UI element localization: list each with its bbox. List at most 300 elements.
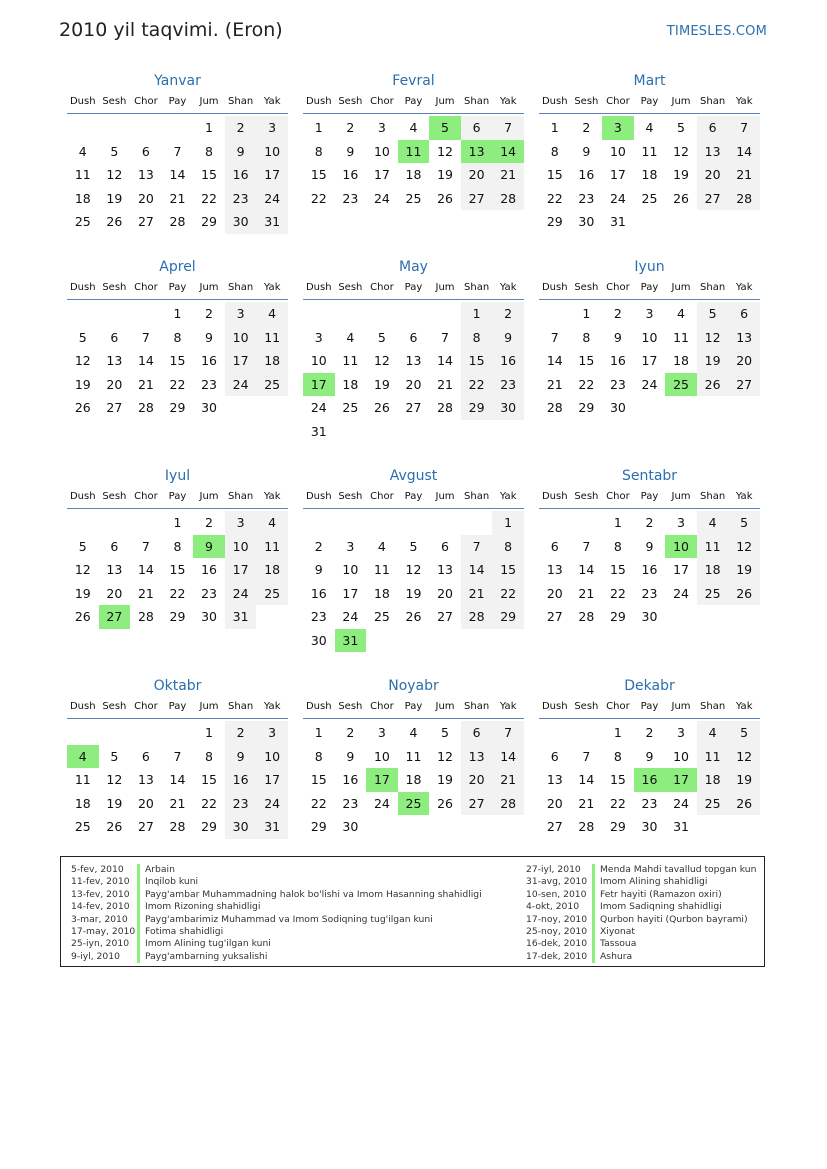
day-cell: 13 — [437, 562, 453, 577]
legend-color-bar — [137, 938, 140, 950]
legend-date: 14-fev, 2010 — [71, 901, 130, 913]
day-cell: 7 — [582, 538, 591, 554]
week-row — [539, 163, 760, 187]
day-empty — [665, 396, 697, 420]
day-cell: 8 — [173, 538, 182, 554]
day-cell: 8 — [205, 748, 213, 764]
legend-holiday-name: Payg'ambarimiz Muhammad va Imom Sodiqning tug'ilgan kuni — [145, 913, 433, 925]
day-cell: 21 — [461, 582, 493, 606]
day-cell: 29 — [310, 819, 327, 834]
day-cell: 1 — [314, 725, 323, 740]
day-cell: 18 — [697, 768, 729, 792]
day-cell: 1 — [205, 120, 213, 135]
day-cell: 12 — [673, 143, 689, 159]
weekday-label: Chor — [370, 701, 394, 712]
day-cell-holiday: 17 — [303, 373, 335, 397]
day-cell: 25 — [256, 373, 288, 397]
day-cell: 12 — [74, 562, 91, 577]
day-cell: 7 — [441, 329, 449, 345]
day-cell: 16 — [609, 353, 626, 368]
day-cell: 13 — [106, 353, 123, 368]
day-cell: 31 — [256, 210, 288, 234]
day-empty — [99, 116, 131, 140]
day-cell: 7 — [492, 116, 524, 140]
month-sentabr — [539, 466, 760, 629]
day-cell: 9 — [314, 562, 323, 577]
day-cell: 15 — [169, 562, 186, 577]
day-cell: 28 — [461, 605, 493, 629]
day-cell: 30 — [201, 400, 217, 415]
day-empty — [130, 721, 162, 745]
day-cell: 16 — [492, 349, 524, 373]
legend-holiday-name: Ashura — [600, 950, 633, 962]
legend-color-bar — [592, 951, 595, 963]
day-cell: 24 — [256, 187, 288, 211]
day-empty — [335, 420, 367, 444]
month-fevral — [303, 71, 524, 210]
weekday-header — [303, 696, 524, 719]
week-row — [539, 815, 760, 839]
day-cell: 28 — [137, 609, 154, 624]
weekday-label: Jum — [671, 282, 691, 293]
day-cell: 2 — [492, 302, 524, 326]
day-empty — [67, 302, 99, 326]
day-empty — [461, 420, 493, 444]
day-cell: 3 — [377, 725, 386, 740]
day-cell: 19 — [106, 795, 123, 811]
day-cell: 16 — [641, 562, 658, 577]
day-cell: 28 — [578, 819, 595, 834]
day-cell: 15 — [609, 562, 626, 577]
day-cell: 11 — [405, 748, 422, 764]
day-cell: 20 — [546, 795, 563, 811]
weekday-label: Pay — [640, 282, 659, 293]
day-cell: 25 — [405, 190, 422, 206]
legend-date: 31-avg, 2010 — [526, 876, 588, 888]
day-cell: 20 — [405, 376, 422, 392]
day-cell: 26 — [437, 795, 453, 811]
month-oktabr — [67, 676, 288, 839]
day-cell: 11 — [256, 326, 288, 350]
weekday-label: Jum — [671, 701, 691, 712]
weekday-label: Pay — [404, 282, 423, 293]
day-cell-holiday: 10 — [665, 535, 697, 559]
weekday-label: Shan — [228, 96, 254, 107]
weekday-header — [67, 91, 288, 114]
legend-color-bar — [137, 864, 140, 876]
day-cell: 15 — [310, 167, 327, 182]
day-cell: 4 — [409, 120, 418, 135]
weeks — [539, 719, 760, 839]
day-cell: 27 — [137, 819, 154, 834]
week-row — [303, 116, 524, 140]
day-cell: 31 — [225, 605, 257, 629]
day-cell: 20 — [137, 190, 154, 206]
day-cell: 19 — [437, 167, 453, 182]
weekday-label: Shan — [700, 282, 726, 293]
week-row — [67, 582, 288, 606]
legend-holiday-name: Menda Mahdi tavallud topgan kun — [600, 864, 757, 875]
weekday-label: Jum — [199, 282, 219, 293]
week-row — [539, 605, 760, 629]
day-cell: 28 — [169, 819, 186, 834]
day-cell: 29 — [169, 609, 186, 624]
day-cell: 3 — [256, 116, 288, 140]
weekday-label: Pay — [404, 96, 423, 107]
day-cell: 29 — [609, 819, 626, 834]
day-cell: 16 — [310, 585, 327, 601]
day-empty — [665, 605, 697, 629]
week-row — [303, 745, 524, 769]
day-cell: 15 — [201, 167, 217, 182]
day-cell: 12 — [728, 745, 760, 769]
day-cell: 18 — [74, 795, 91, 811]
day-cell: 28 — [137, 400, 154, 415]
day-cell-holiday: 13 — [461, 140, 493, 164]
day-cell: 25 — [342, 400, 359, 415]
day-cell: 15 — [310, 772, 327, 787]
week-row — [303, 163, 524, 187]
legend-date: 27-iyl, 2010 — [526, 864, 581, 875]
weekday-header — [67, 277, 288, 300]
day-cell: 9 — [225, 140, 257, 164]
day-cell: 13 — [728, 326, 760, 350]
week-row — [67, 721, 288, 745]
day-cell: 18 — [405, 772, 422, 787]
weekday-label: Yak — [499, 701, 517, 712]
day-empty — [492, 420, 524, 444]
day-cell: 20 — [697, 163, 729, 187]
day-empty — [492, 815, 524, 839]
day-empty — [728, 396, 760, 420]
day-cell: 1 — [492, 511, 524, 535]
day-cell: 5 — [110, 143, 119, 159]
weekday-header — [67, 696, 288, 719]
day-cell-holiday: 14 — [492, 140, 524, 164]
weekday-label: Yak — [499, 491, 517, 502]
day-cell: 6 — [110, 538, 119, 554]
day-cell: 11 — [673, 329, 689, 345]
day-empty — [303, 511, 335, 535]
day-empty — [429, 511, 461, 535]
day-cell: 3 — [645, 306, 654, 321]
month-name: Fevral — [392, 73, 435, 89]
brand-link[interactable]: TIMESLES.COM — [666, 24, 767, 39]
week-row — [303, 605, 524, 629]
week-row — [303, 302, 524, 326]
day-empty — [366, 302, 398, 326]
day-cell: 4 — [697, 721, 729, 745]
day-cell: 7 — [550, 329, 559, 345]
day-cell: 17 — [342, 585, 359, 601]
day-cell: 15 — [578, 353, 595, 368]
holiday-legend — [60, 856, 765, 967]
weekday-label: Shan — [228, 282, 254, 293]
weekday-label: Jum — [199, 96, 219, 107]
day-cell: 3 — [677, 725, 685, 740]
weekday-label: Yak — [735, 701, 753, 712]
weeks — [303, 300, 524, 443]
week-row — [303, 721, 524, 745]
weekday-label: Yak — [263, 282, 281, 293]
week-row — [303, 629, 524, 653]
day-cell: 30 — [201, 609, 217, 624]
day-cell: 19 — [728, 558, 760, 582]
day-empty — [429, 629, 461, 653]
day-cell: 14 — [578, 562, 595, 577]
day-cell: 7 — [728, 116, 760, 140]
day-cell: 28 — [492, 187, 524, 211]
day-cell-holiday: 4 — [67, 745, 99, 769]
day-cell: 1 — [461, 302, 493, 326]
legend-date: 25-noy, 2010 — [526, 925, 588, 937]
legend-holiday-name: Imom Alining tug'ilgan kuni — [145, 938, 271, 950]
legend-date: 10-sen, 2010 — [526, 888, 587, 900]
day-cell: 25 — [641, 190, 658, 206]
week-row — [539, 721, 760, 745]
day-cell: 21 — [546, 376, 563, 392]
day-cell: 1 — [173, 306, 182, 321]
day-cell: 11 — [74, 772, 91, 787]
week-row — [67, 116, 288, 140]
day-cell: 7 — [141, 538, 150, 554]
legend-item — [526, 889, 756, 901]
week-row — [67, 140, 288, 164]
day-cell: 9 — [225, 745, 257, 769]
day-cell: 25 — [256, 582, 288, 606]
day-empty — [461, 815, 493, 839]
day-cell: 23 — [201, 376, 217, 392]
day-cell: 10 — [609, 143, 626, 159]
day-cell: 5 — [409, 538, 418, 554]
weekday-label: Sesh — [102, 701, 127, 712]
day-cell: 14 — [728, 140, 760, 164]
day-cell: 23 — [342, 795, 359, 811]
day-cell: 22 — [169, 376, 186, 392]
week-row — [539, 792, 760, 816]
day-cell: 22 — [201, 190, 217, 206]
day-empty — [492, 629, 524, 653]
day-cell: 29 — [201, 214, 217, 229]
legend-holiday-name: Imom Rizoning shahidligi — [145, 901, 261, 913]
day-cell: 4 — [377, 538, 386, 554]
weekday-label: Dush — [305, 96, 332, 107]
legend-column-right — [526, 864, 756, 963]
week-row — [539, 396, 760, 420]
month-noyabr — [303, 676, 524, 839]
day-cell: 26 — [373, 400, 390, 415]
day-cell: 28 — [578, 609, 595, 624]
day-cell: 6 — [409, 329, 418, 345]
day-cell: 1 — [613, 515, 622, 530]
day-cell: 26 — [697, 373, 729, 397]
day-cell: 8 — [461, 326, 493, 350]
week-row — [303, 396, 524, 420]
weekday-label: Chor — [134, 96, 158, 107]
day-empty — [697, 815, 729, 839]
day-cell: 11 — [373, 562, 390, 577]
week-row — [539, 768, 760, 792]
day-cell: 24 — [673, 585, 689, 601]
legend-holiday-name: Xiyonat — [600, 925, 635, 937]
legend-item — [71, 876, 482, 888]
weekday-label: Sesh — [102, 96, 127, 107]
legend-holiday-name: Arbain — [145, 864, 175, 875]
day-cell: 18 — [74, 190, 91, 206]
day-cell: 22 — [201, 795, 217, 811]
weekday-label: Sesh — [338, 282, 363, 293]
day-cell: 4 — [645, 120, 654, 135]
legend-date: 13-fev, 2010 — [71, 888, 130, 900]
legend-color-bar — [592, 864, 595, 876]
legend-holiday-name: Inqilob kuni — [145, 876, 199, 888]
weekday-label: Chor — [606, 491, 630, 502]
week-row — [67, 605, 288, 629]
month-name: Aprel — [159, 259, 196, 275]
weekday-label: Chor — [134, 491, 158, 502]
weekday-header — [539, 277, 760, 300]
legend-item — [71, 864, 482, 876]
day-empty — [398, 815, 430, 839]
day-cell: 25 — [373, 609, 390, 624]
day-cell: 14 — [137, 353, 154, 368]
weekday-label: Shan — [700, 96, 726, 107]
month-aprel — [67, 257, 288, 420]
weekday-header — [539, 696, 760, 719]
day-cell: 5 — [78, 538, 87, 554]
week-row — [539, 558, 760, 582]
day-cell: 22 — [546, 190, 563, 206]
day-cell: 1 — [582, 306, 591, 321]
month-mart — [539, 71, 760, 234]
weekday-label: Shan — [700, 701, 726, 712]
weekday-label: Pay — [168, 491, 187, 502]
weeks — [303, 719, 524, 839]
week-row — [539, 349, 760, 373]
day-empty — [99, 302, 131, 326]
weeks — [67, 300, 288, 420]
day-cell-holiday: 5 — [429, 116, 461, 140]
day-cell: 2 — [613, 306, 622, 321]
day-cell: 24 — [641, 376, 658, 392]
day-cell-holiday: 16 — [634, 768, 666, 792]
weekday-label: Dush — [69, 282, 96, 293]
day-cell: 8 — [492, 535, 524, 559]
day-empty — [130, 511, 162, 535]
day-empty — [429, 302, 461, 326]
day-empty — [539, 302, 571, 326]
day-cell: 13 — [546, 562, 563, 577]
month-name: May — [399, 259, 428, 275]
day-cell: 26 — [74, 609, 91, 624]
legend-color-bar — [592, 901, 595, 913]
day-empty — [429, 420, 461, 444]
day-empty — [697, 210, 729, 234]
day-cell: 16 — [225, 768, 257, 792]
day-cell: 12 — [437, 748, 453, 764]
day-cell: 6 — [550, 538, 559, 554]
day-cell: 20 — [546, 585, 563, 601]
weekday-label: Yak — [735, 491, 753, 502]
weekday-label: Dush — [541, 282, 568, 293]
legend-color-bar — [592, 938, 595, 950]
legend-color-bar — [137, 926, 140, 938]
day-cell: 20 — [137, 795, 154, 811]
day-cell: 5 — [441, 725, 449, 740]
weekday-label: Shan — [464, 491, 490, 502]
weekday-label: Jum — [435, 96, 455, 107]
day-cell: 1 — [173, 515, 182, 530]
day-cell: 20 — [106, 376, 123, 392]
day-cell: 2 — [346, 725, 355, 740]
day-cell: 18 — [342, 376, 359, 392]
weekday-header — [303, 486, 524, 509]
weekday-label: Yak — [263, 491, 281, 502]
day-cell: 4 — [346, 329, 355, 345]
weekday-label: Dush — [541, 491, 568, 502]
day-cell: 18 — [641, 167, 658, 182]
day-cell: 30 — [225, 210, 257, 234]
weekday-label: Shan — [464, 701, 490, 712]
legend-column-left — [71, 864, 482, 963]
weekday-label: Shan — [700, 491, 726, 502]
day-cell: 24 — [373, 190, 390, 206]
week-row — [67, 815, 288, 839]
legend-item — [526, 926, 756, 938]
week-row — [539, 210, 760, 234]
week-row — [303, 326, 524, 350]
day-cell: 27 — [437, 609, 453, 624]
day-cell: 10 — [342, 562, 359, 577]
weekday-label: Jum — [671, 491, 691, 502]
weekday-label: Sesh — [102, 282, 127, 293]
legend-color-bar — [137, 951, 140, 963]
week-row — [67, 768, 288, 792]
legend-holiday-name: Tassoua — [600, 938, 637, 950]
weekday-label: Pay — [640, 701, 659, 712]
day-empty — [728, 815, 760, 839]
day-cell: 30 — [609, 400, 626, 415]
day-cell: 11 — [342, 353, 359, 368]
day-cell: 8 — [613, 748, 622, 764]
day-cell-holiday: 31 — [335, 629, 367, 653]
day-cell: 14 — [492, 745, 524, 769]
legend-date: 5-fev, 2010 — [71, 864, 124, 875]
day-cell: 8 — [173, 329, 182, 345]
day-cell: 3 — [677, 515, 685, 530]
day-cell: 13 — [546, 772, 563, 787]
day-cell: 12 — [373, 353, 390, 368]
weekday-label: Chor — [370, 491, 394, 502]
legend-holiday-name: Fetr hayiti (Ramazon oxiri) — [600, 888, 722, 900]
day-cell: 17 — [256, 163, 288, 187]
day-cell: 19 — [74, 376, 91, 392]
week-row — [539, 326, 760, 350]
day-cell: 18 — [256, 349, 288, 373]
day-empty — [162, 721, 194, 745]
day-cell: 16 — [201, 562, 217, 577]
legend-color-bar — [592, 876, 595, 888]
day-cell: 27 — [461, 792, 493, 816]
day-cell: 25 — [74, 819, 91, 834]
day-cell: 19 — [373, 376, 390, 392]
day-cell-holiday: 27 — [99, 605, 131, 629]
day-cell: 7 — [461, 535, 493, 559]
day-cell: 22 — [461, 373, 493, 397]
day-cell: 17 — [256, 768, 288, 792]
day-cell: 17 — [225, 349, 257, 373]
day-empty — [99, 721, 131, 745]
